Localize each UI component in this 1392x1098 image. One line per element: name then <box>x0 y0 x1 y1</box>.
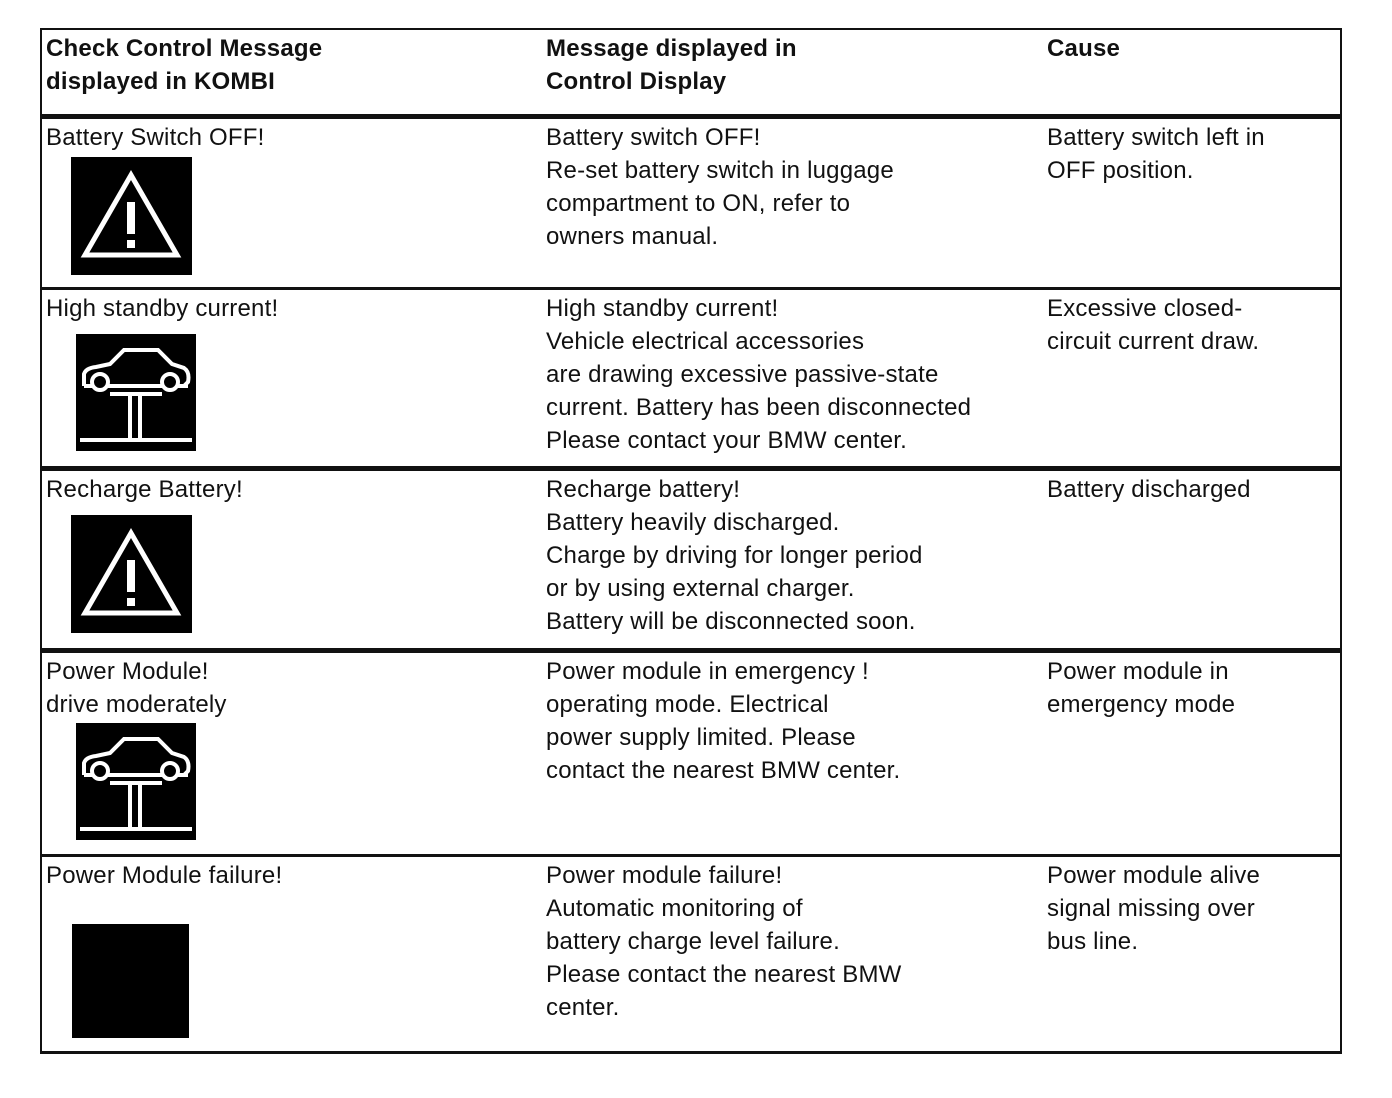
display-line: compartment to ON, refer to <box>546 190 851 217</box>
kombi-line: High standby current! <box>46 295 279 322</box>
display-line: Recharge battery! <box>546 476 741 503</box>
display-line: Automatic monitoring of <box>546 895 803 922</box>
display-line: are drawing excessive passive-state <box>546 361 939 388</box>
display-line: Power module in emergency ! <box>546 658 869 685</box>
cause-line: Battery switch left in <box>1047 124 1265 151</box>
table-row <box>40 117 1342 289</box>
cause-line: circuit current draw. <box>1047 328 1260 355</box>
cause-message <box>1047 121 1337 187</box>
header-display-line: Control Display <box>546 68 727 95</box>
kombi-message <box>46 473 526 506</box>
header-kombi-line: Check Control Message <box>46 35 323 62</box>
kombi-line: Battery Switch OFF! <box>46 124 265 151</box>
display-line: Re-set battery switch in luggage <box>546 157 894 184</box>
cause-line: Power module in <box>1047 658 1229 685</box>
display-line: or by using external charger. <box>546 575 855 602</box>
kombi-message <box>46 292 526 325</box>
cause-message <box>1047 473 1337 506</box>
display-line: Vehicle electrical accessories <box>546 328 865 355</box>
cause-line: emergency mode <box>1047 691 1236 718</box>
display-line: center. <box>546 994 620 1021</box>
car-on-lift-icon <box>76 723 196 840</box>
cause-message <box>1047 292 1337 358</box>
table-row <box>40 651 1342 856</box>
display-line: Battery switch OFF! <box>546 124 761 151</box>
display-line: contact the nearest BMW center. <box>546 757 901 784</box>
display-message <box>546 292 1046 457</box>
check-control-table <box>40 28 1342 1054</box>
table-row <box>40 855 1342 1054</box>
cause-line: OFF position. <box>1047 157 1194 184</box>
display-line: power supply limited. Please <box>546 724 856 751</box>
header-cause-line: Cause <box>1047 35 1121 62</box>
display-line: Charge by driving for longer period <box>546 542 923 569</box>
kombi-line: Power Module failure! <box>46 862 283 889</box>
display-message <box>546 859 1046 1024</box>
display-line: owners manual. <box>546 223 719 250</box>
cause-line: Battery discharged <box>1047 476 1251 503</box>
header-kombi-line: displayed in KOMBI <box>46 68 275 95</box>
cause-message <box>1047 655 1337 721</box>
kombi-message <box>46 121 526 154</box>
cause-line: Excessive closed- <box>1047 295 1243 322</box>
car-on-lift-icon <box>76 334 196 451</box>
display-message <box>546 121 1046 253</box>
cause-message <box>1047 859 1337 958</box>
display-line: operating mode. Electrical <box>546 691 829 718</box>
header-display <box>546 32 1046 98</box>
cause-line: bus line. <box>1047 928 1139 955</box>
display-line: Battery will be disconnected soon. <box>546 608 916 635</box>
display-line: Power module failure! <box>546 862 783 889</box>
header-display-line: Message displayed in <box>546 35 797 62</box>
warning-triangle-icon <box>71 515 192 633</box>
kombi-message <box>46 655 526 721</box>
table-row <box>40 288 1342 470</box>
kombi-message <box>46 859 526 892</box>
cause-line: signal missing over <box>1047 895 1255 922</box>
header-kombi <box>46 32 526 98</box>
kombi-line: Recharge Battery! <box>46 476 243 503</box>
warning-triangle-icon <box>71 157 192 275</box>
blank-black-icon <box>72 924 189 1038</box>
kombi-line: drive moderately <box>46 691 227 718</box>
display-line: battery charge level failure. <box>546 928 840 955</box>
display-line: High standby current! <box>546 295 779 322</box>
display-line: Battery heavily discharged. <box>546 509 840 536</box>
display-message <box>546 655 1046 787</box>
table-row <box>40 469 1342 652</box>
display-line: Please contact the nearest BMW <box>546 961 902 988</box>
table-header-row <box>40 28 1342 118</box>
display-line: current. Battery has been disconnected <box>546 394 972 421</box>
header-cause <box>1047 32 1337 65</box>
kombi-line: Power Module! <box>46 658 209 685</box>
display-line: Please contact your BMW center. <box>546 427 908 454</box>
display-message <box>546 473 1046 638</box>
cause-line: Power module alive <box>1047 862 1261 889</box>
